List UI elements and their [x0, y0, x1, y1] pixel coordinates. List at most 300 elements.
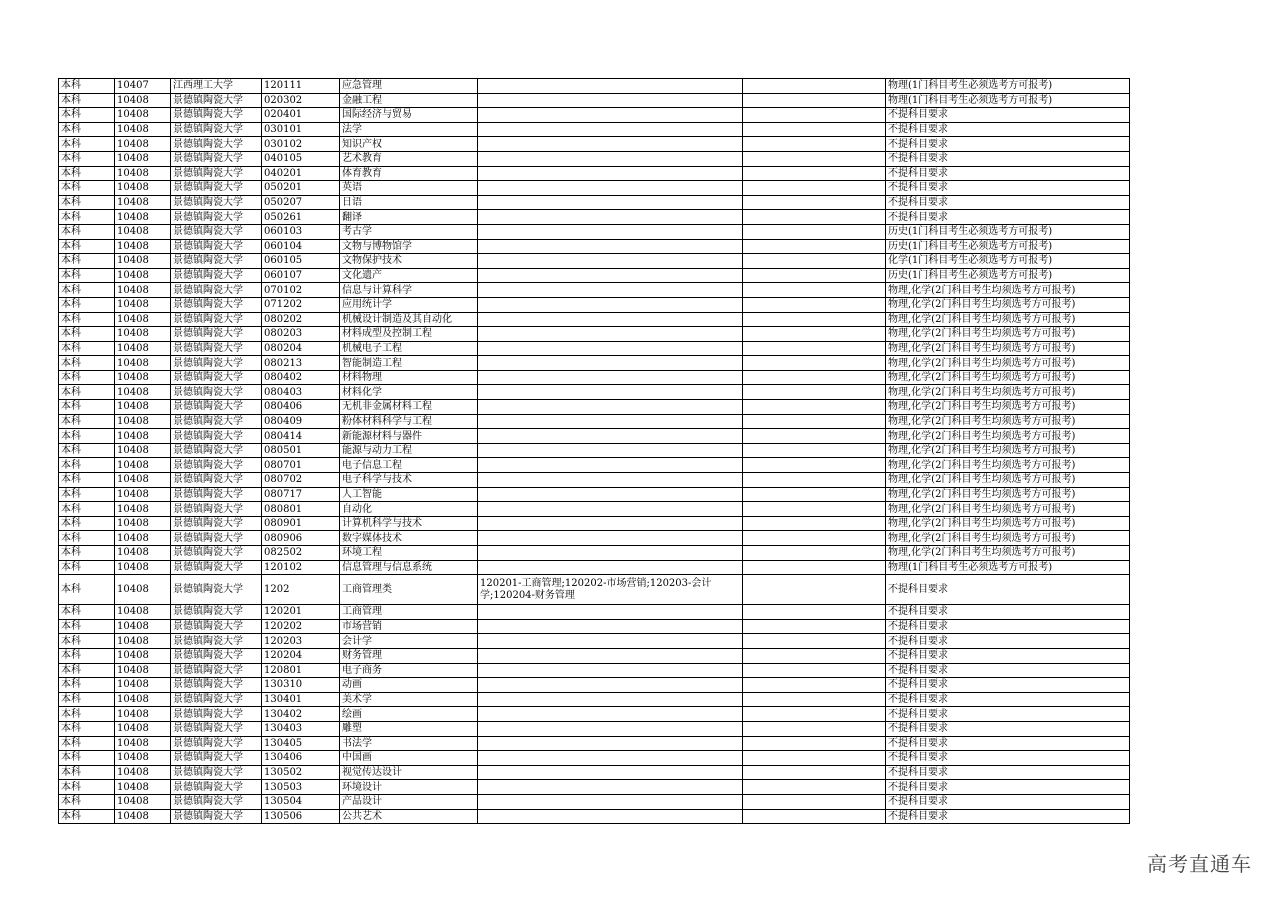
level-cell: 本科 — [59, 210, 115, 225]
included-majors-cell — [478, 605, 743, 620]
major-name-cell: 文物保护技术 — [340, 254, 478, 269]
major-name-cell: 公共艺术 — [340, 809, 478, 824]
school-code-cell: 10408 — [115, 268, 171, 283]
school-code-cell: 10408 — [115, 619, 171, 634]
school-name-cell: 景德镇陶瓷大学 — [171, 531, 262, 546]
school-code-cell: 10408 — [115, 370, 171, 385]
included-majors-cell: 120201-工商管理;120202-市场营销;120203-会计学;120204-财务管理 — [478, 575, 743, 605]
major-code-cell: 060103 — [262, 224, 340, 239]
school-name-cell: 景德镇陶瓷大学 — [171, 151, 262, 166]
school-name-cell: 景德镇陶瓷大学 — [171, 429, 262, 444]
included-majors-cell — [478, 166, 743, 181]
school-name-cell: 景德镇陶瓷大学 — [171, 794, 262, 809]
major-name-cell: 计算机科学与技术 — [340, 516, 478, 531]
note-cell — [743, 546, 886, 561]
subject-requirement-cell: 物理,化学(2门科目考生均须选考方可报考) — [886, 429, 1130, 444]
school-code-cell: 10408 — [115, 678, 171, 693]
school-code-cell: 10408 — [115, 634, 171, 649]
school-name-cell: 景德镇陶瓷大学 — [171, 414, 262, 429]
note-cell — [743, 341, 886, 356]
level-cell: 本科 — [59, 239, 115, 254]
included-majors-cell — [478, 254, 743, 269]
major-code-cell: 120801 — [262, 663, 340, 678]
subject-requirement-cell: 不提科目要求 — [886, 151, 1130, 166]
table-row — [59, 721, 1130, 736]
subject-requirement-cell: 不提科目要求 — [886, 575, 1130, 605]
major-code-cell: 080801 — [262, 502, 340, 517]
note-cell — [743, 312, 886, 327]
included-majors-cell — [478, 356, 743, 371]
level-cell: 本科 — [59, 794, 115, 809]
school-code-cell: 10408 — [115, 443, 171, 458]
major-name-cell: 自动化 — [340, 502, 478, 517]
level-cell: 本科 — [59, 575, 115, 605]
school-name-cell: 景德镇陶瓷大学 — [171, 809, 262, 824]
included-majors-cell — [478, 181, 743, 196]
included-majors-cell — [478, 663, 743, 678]
subject-requirement-cell: 不提科目要求 — [886, 605, 1130, 620]
school-code-cell: 10408 — [115, 108, 171, 123]
school-code-cell: 10408 — [115, 809, 171, 824]
level-cell: 本科 — [59, 473, 115, 488]
level-cell: 本科 — [59, 516, 115, 531]
level-cell: 本科 — [59, 678, 115, 693]
level-cell: 本科 — [59, 79, 115, 94]
table-row — [59, 268, 1130, 283]
school-name-cell: 景德镇陶瓷大学 — [171, 560, 262, 575]
note-cell — [743, 400, 886, 415]
subject-requirement-cell: 不提科目要求 — [886, 721, 1130, 736]
included-majors-cell — [478, 79, 743, 94]
level-cell: 本科 — [59, 151, 115, 166]
subject-requirement-cell: 物理,化学(2门科目考生均须选考方可报考) — [886, 502, 1130, 517]
major-name-cell: 市场营销 — [340, 619, 478, 634]
note-cell — [743, 166, 886, 181]
major-code-cell: 030102 — [262, 137, 340, 152]
level-cell: 本科 — [59, 356, 115, 371]
level-cell: 本科 — [59, 327, 115, 342]
included-majors-cell — [478, 546, 743, 561]
school-code-cell: 10408 — [115, 692, 171, 707]
school-name-cell: 景德镇陶瓷大学 — [171, 385, 262, 400]
level-cell: 本科 — [59, 93, 115, 108]
subject-requirement-cell: 物理(1门科目考生必须选考方可报考) — [886, 93, 1130, 108]
table-row — [59, 195, 1130, 210]
level-cell: 本科 — [59, 619, 115, 634]
major-code-cell: 080501 — [262, 443, 340, 458]
school-name-cell: 景德镇陶瓷大学 — [171, 516, 262, 531]
major-name-cell: 能源与动力工程 — [340, 443, 478, 458]
level-cell: 本科 — [59, 780, 115, 795]
level-cell: 本科 — [59, 692, 115, 707]
subject-requirement-cell: 物理,化学(2门科目考生均须选考方可报考) — [886, 473, 1130, 488]
major-code-cell: 030101 — [262, 122, 340, 137]
included-majors-cell — [478, 151, 743, 166]
subject-requirement-cell: 物理,化学(2门科目考生均须选考方可报考) — [886, 341, 1130, 356]
table-row — [59, 516, 1130, 531]
included-majors-cell — [478, 414, 743, 429]
school-name-cell: 景德镇陶瓷大学 — [171, 634, 262, 649]
table-row — [59, 79, 1130, 94]
major-code-cell: 082502 — [262, 546, 340, 561]
included-majors-cell — [478, 297, 743, 312]
table-row — [59, 560, 1130, 575]
major-name-cell: 文物与博物馆学 — [340, 239, 478, 254]
major-name-cell: 财务管理 — [340, 648, 478, 663]
note-cell — [743, 736, 886, 751]
subject-requirement-cell: 不提科目要求 — [886, 166, 1130, 181]
school-name-cell: 景德镇陶瓷大学 — [171, 692, 262, 707]
school-name-cell: 景德镇陶瓷大学 — [171, 721, 262, 736]
table-row — [59, 283, 1130, 298]
major-name-cell: 美术学 — [340, 692, 478, 707]
major-code-cell: 080213 — [262, 356, 340, 371]
school-code-cell: 10408 — [115, 414, 171, 429]
major-name-cell: 材料化学 — [340, 385, 478, 400]
watermark-text: 高考直通车 — [1147, 852, 1252, 876]
school-code-cell: 10408 — [115, 794, 171, 809]
subject-requirement-cell: 物理,化学(2门科目考生均须选考方可报考) — [886, 356, 1130, 371]
table-row — [59, 707, 1130, 722]
note-cell — [743, 195, 886, 210]
included-majors-cell — [478, 341, 743, 356]
school-name-cell: 景德镇陶瓷大学 — [171, 663, 262, 678]
note-cell — [743, 268, 886, 283]
included-majors-cell — [478, 560, 743, 575]
included-majors-cell — [478, 707, 743, 722]
school-code-cell: 10408 — [115, 575, 171, 605]
school-code-cell: 10408 — [115, 195, 171, 210]
level-cell: 本科 — [59, 458, 115, 473]
included-majors-cell — [478, 751, 743, 766]
major-name-cell: 书法学 — [340, 736, 478, 751]
major-code-cell: 071202 — [262, 297, 340, 312]
included-majors-cell — [478, 780, 743, 795]
table-row — [59, 634, 1130, 649]
level-cell: 本科 — [59, 487, 115, 502]
note-cell — [743, 210, 886, 225]
major-code-cell: 080906 — [262, 531, 340, 546]
note-cell — [743, 560, 886, 575]
school-name-cell: 景德镇陶瓷大学 — [171, 210, 262, 225]
table-row — [59, 751, 1130, 766]
school-name-cell: 景德镇陶瓷大学 — [171, 239, 262, 254]
school-code-cell: 10408 — [115, 224, 171, 239]
note-cell — [743, 663, 886, 678]
note-cell — [743, 443, 886, 458]
table-row — [59, 487, 1130, 502]
subject-requirement-cell: 物理,化学(2门科目考生均须选考方可报考) — [886, 385, 1130, 400]
major-code-cell: 120203 — [262, 634, 340, 649]
subject-requirement-cell: 物理,化学(2门科目考生均须选考方可报考) — [886, 297, 1130, 312]
subject-requirement-cell: 不提科目要求 — [886, 181, 1130, 196]
major-code-cell: 080406 — [262, 400, 340, 415]
school-code-cell: 10408 — [115, 283, 171, 298]
major-code-cell: 080702 — [262, 473, 340, 488]
major-name-cell: 电子科学与技术 — [340, 473, 478, 488]
included-majors-cell — [478, 429, 743, 444]
included-majors-cell — [478, 721, 743, 736]
school-name-cell: 景德镇陶瓷大学 — [171, 283, 262, 298]
school-name-cell: 景德镇陶瓷大学 — [171, 765, 262, 780]
included-majors-cell — [478, 327, 743, 342]
included-majors-cell — [478, 312, 743, 327]
note-cell — [743, 605, 886, 620]
table-row — [59, 648, 1130, 663]
subject-requirement-cell: 物理,化学(2门科目考生均须选考方可报考) — [886, 283, 1130, 298]
major-code-cell: 070102 — [262, 283, 340, 298]
major-name-cell: 动画 — [340, 678, 478, 693]
table-row — [59, 210, 1130, 225]
included-majors-cell — [478, 473, 743, 488]
school-name-cell: 景德镇陶瓷大学 — [171, 678, 262, 693]
table-row — [59, 254, 1130, 269]
level-cell: 本科 — [59, 166, 115, 181]
included-majors-cell — [478, 370, 743, 385]
level-cell: 本科 — [59, 809, 115, 824]
subject-requirement-cell: 物理,化学(2门科目考生均须选考方可报考) — [886, 458, 1130, 473]
note-cell — [743, 108, 886, 123]
level-cell: 本科 — [59, 283, 115, 298]
table-row — [59, 678, 1130, 693]
major-name-cell: 国际经济与贸易 — [340, 108, 478, 123]
note-cell — [743, 458, 886, 473]
school-name-cell: 景德镇陶瓷大学 — [171, 108, 262, 123]
included-majors-cell — [478, 400, 743, 415]
major-code-cell: 080409 — [262, 414, 340, 429]
school-code-cell: 10408 — [115, 327, 171, 342]
major-code-cell: 050207 — [262, 195, 340, 210]
note-cell — [743, 692, 886, 707]
note-cell — [743, 780, 886, 795]
school-name-cell: 景德镇陶瓷大学 — [171, 736, 262, 751]
note-cell — [743, 487, 886, 502]
subject-requirement-cell: 物理,化学(2门科目考生均须选考方可报考) — [886, 312, 1130, 327]
school-code-cell: 10408 — [115, 663, 171, 678]
major-name-cell: 雕塑 — [340, 721, 478, 736]
level-cell: 本科 — [59, 137, 115, 152]
note-cell — [743, 634, 886, 649]
school-code-cell: 10408 — [115, 297, 171, 312]
subject-requirement-cell: 物理,化学(2门科目考生均须选考方可报考) — [886, 370, 1130, 385]
level-cell: 本科 — [59, 531, 115, 546]
subject-requirement-cell: 不提科目要求 — [886, 137, 1130, 152]
major-code-cell: 060105 — [262, 254, 340, 269]
included-majors-cell — [478, 137, 743, 152]
table-row — [59, 297, 1130, 312]
note-cell — [743, 678, 886, 693]
major-code-cell: 080717 — [262, 487, 340, 502]
major-name-cell: 产品设计 — [340, 794, 478, 809]
school-code-cell: 10408 — [115, 546, 171, 561]
note-cell — [743, 93, 886, 108]
major-name-cell: 无机非金属材料工程 — [340, 400, 478, 415]
major-name-cell: 英语 — [340, 181, 478, 196]
major-name-cell: 信息管理与信息系统 — [340, 560, 478, 575]
table-row — [59, 356, 1130, 371]
subject-requirement-cell: 物理,化学(2门科目考生均须选考方可报考) — [886, 327, 1130, 342]
level-cell: 本科 — [59, 297, 115, 312]
table-row — [59, 458, 1130, 473]
school-name-cell: 景德镇陶瓷大学 — [171, 93, 262, 108]
table-row — [59, 341, 1130, 356]
major-name-cell: 材料物理 — [340, 370, 478, 385]
major-name-cell: 人工智能 — [340, 487, 478, 502]
table-row — [59, 312, 1130, 327]
subject-requirement-cell: 历史(1门科目考生必须选考方可报考) — [886, 224, 1130, 239]
subject-requirement-cell: 不提科目要求 — [886, 634, 1130, 649]
included-majors-cell — [478, 385, 743, 400]
subject-requirement-cell: 不提科目要求 — [886, 619, 1130, 634]
subject-requirement-cell: 不提科目要求 — [886, 122, 1130, 137]
school-code-cell: 10408 — [115, 400, 171, 415]
subject-requirement-cell: 不提科目要求 — [886, 809, 1130, 824]
level-cell: 本科 — [59, 443, 115, 458]
note-cell — [743, 122, 886, 137]
school-name-cell: 景德镇陶瓷大学 — [171, 443, 262, 458]
note-cell — [743, 751, 886, 766]
school-code-cell: 10408 — [115, 721, 171, 736]
table-row — [59, 443, 1130, 458]
school-code-cell: 10408 — [115, 239, 171, 254]
school-name-cell: 江西理工大学 — [171, 79, 262, 94]
school-code-cell: 10408 — [115, 166, 171, 181]
school-code-cell: 10408 — [115, 560, 171, 575]
table-row — [59, 151, 1130, 166]
school-name-cell: 景德镇陶瓷大学 — [171, 254, 262, 269]
major-code-cell: 020302 — [262, 93, 340, 108]
school-code-cell: 10408 — [115, 93, 171, 108]
major-code-cell: 120204 — [262, 648, 340, 663]
major-code-cell: 080203 — [262, 327, 340, 342]
included-majors-cell — [478, 634, 743, 649]
included-majors-cell — [478, 268, 743, 283]
table-row — [59, 181, 1130, 196]
note-cell — [743, 707, 886, 722]
school-name-cell: 景德镇陶瓷大学 — [171, 546, 262, 561]
school-code-cell: 10408 — [115, 341, 171, 356]
note-cell — [743, 414, 886, 429]
subject-requirement-cell: 化学(1门科目考生必须选考方可报考) — [886, 254, 1130, 269]
included-majors-cell — [478, 195, 743, 210]
included-majors-cell — [478, 122, 743, 137]
major-name-cell: 应急管理 — [340, 79, 478, 94]
note-cell — [743, 151, 886, 166]
school-name-cell: 景德镇陶瓷大学 — [171, 137, 262, 152]
level-cell: 本科 — [59, 502, 115, 517]
school-name-cell: 景德镇陶瓷大学 — [171, 707, 262, 722]
included-majors-cell — [478, 93, 743, 108]
subject-requirement-cell: 不提科目要求 — [886, 663, 1130, 678]
subject-requirement-cell: 物理,化学(2门科目考生均须选考方可报考) — [886, 400, 1130, 415]
note-cell — [743, 473, 886, 488]
major-name-cell: 新能源材料与器件 — [340, 429, 478, 444]
level-cell: 本科 — [59, 736, 115, 751]
major-name-cell: 信息与计算科学 — [340, 283, 478, 298]
note-cell — [743, 502, 886, 517]
subject-requirement-cell: 不提科目要求 — [886, 780, 1130, 795]
major-code-cell: 130503 — [262, 780, 340, 795]
major-code-cell: 040105 — [262, 151, 340, 166]
school-name-cell: 景德镇陶瓷大学 — [171, 224, 262, 239]
major-name-cell: 机械电子工程 — [340, 341, 478, 356]
major-code-cell: 120111 — [262, 79, 340, 94]
school-code-cell: 10408 — [115, 151, 171, 166]
major-code-cell: 130406 — [262, 751, 340, 766]
subject-requirement-cell: 不提科目要求 — [886, 648, 1130, 663]
table-row — [59, 473, 1130, 488]
table-row — [59, 502, 1130, 517]
school-code-cell: 10408 — [115, 736, 171, 751]
subject-requirement-cell: 物理,化学(2门科目考生均须选考方可报考) — [886, 546, 1130, 561]
included-majors-cell — [478, 516, 743, 531]
included-majors-cell — [478, 210, 743, 225]
subject-requirement-cell: 物理,化学(2门科目考生均须选考方可报考) — [886, 487, 1130, 502]
major-code-cell: 080701 — [262, 458, 340, 473]
major-name-cell: 视觉传达设计 — [340, 765, 478, 780]
school-code-cell: 10408 — [115, 605, 171, 620]
school-name-cell: 景德镇陶瓷大学 — [171, 356, 262, 371]
note-cell — [743, 370, 886, 385]
major-name-cell: 数字媒体技术 — [340, 531, 478, 546]
included-majors-cell — [478, 224, 743, 239]
subject-requirement-cell: 物理,化学(2门科目考生均须选考方可报考) — [886, 414, 1130, 429]
school-name-cell: 景德镇陶瓷大学 — [171, 341, 262, 356]
level-cell: 本科 — [59, 707, 115, 722]
school-code-cell: 10408 — [115, 751, 171, 766]
major-code-cell: 120201 — [262, 605, 340, 620]
major-code-cell: 130405 — [262, 736, 340, 751]
major-code-cell: 130504 — [262, 794, 340, 809]
school-code-cell: 10408 — [115, 429, 171, 444]
major-code-cell: 130502 — [262, 765, 340, 780]
major-code-cell: 120102 — [262, 560, 340, 575]
school-code-cell: 10408 — [115, 254, 171, 269]
school-code-cell: 10408 — [115, 531, 171, 546]
note-cell — [743, 575, 886, 605]
note-cell — [743, 283, 886, 298]
major-code-cell: 080204 — [262, 341, 340, 356]
table-row — [59, 108, 1130, 123]
major-name-cell: 会计学 — [340, 634, 478, 649]
note-cell — [743, 794, 886, 809]
level-cell: 本科 — [59, 546, 115, 561]
table-row — [59, 239, 1130, 254]
table-row — [59, 370, 1130, 385]
school-name-cell: 景德镇陶瓷大学 — [171, 487, 262, 502]
major-name-cell: 智能制造工程 — [340, 356, 478, 371]
note-cell — [743, 79, 886, 94]
subject-requirement-cell: 不提科目要求 — [886, 736, 1130, 751]
table-row — [59, 429, 1130, 444]
table-row — [59, 122, 1130, 137]
school-name-cell: 景德镇陶瓷大学 — [171, 327, 262, 342]
major-code-cell: 050201 — [262, 181, 340, 196]
major-name-cell: 法学 — [340, 122, 478, 137]
major-name-cell: 应用统计学 — [340, 297, 478, 312]
note-cell — [743, 297, 886, 312]
school-name-cell: 景德镇陶瓷大学 — [171, 648, 262, 663]
school-code-cell: 10408 — [115, 648, 171, 663]
school-name-cell: 景德镇陶瓷大学 — [171, 575, 262, 605]
subject-requirement-cell: 不提科目要求 — [886, 678, 1130, 693]
school-name-cell: 景德镇陶瓷大学 — [171, 751, 262, 766]
level-cell: 本科 — [59, 181, 115, 196]
note-cell — [743, 385, 886, 400]
table-row — [59, 605, 1130, 620]
major-name-cell: 材料成型及控制工程 — [340, 327, 478, 342]
note-cell — [743, 239, 886, 254]
